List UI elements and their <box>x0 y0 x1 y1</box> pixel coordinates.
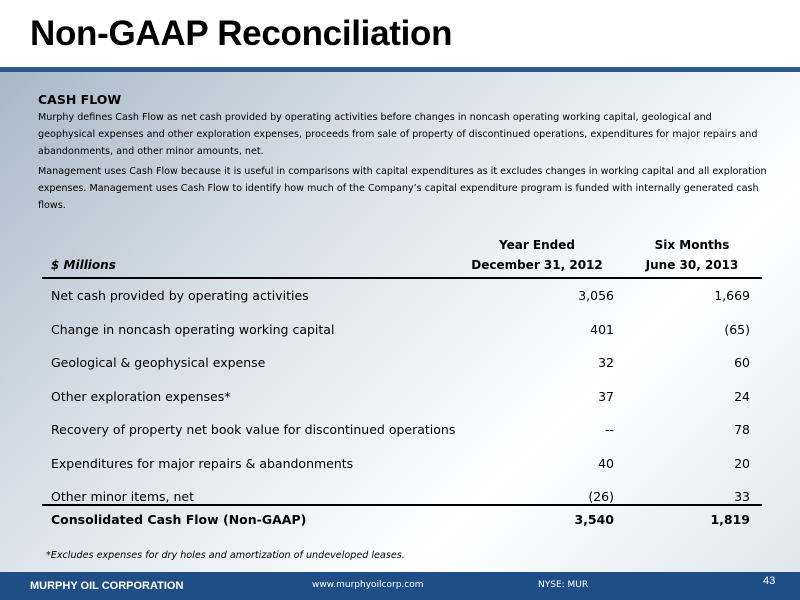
table-row <box>42 381 762 415</box>
units-label: $ Millions <box>51 258 116 272</box>
section-heading: CASH FLOW <box>38 92 122 107</box>
col1-header-line2: December 31, 2012 <box>471 258 603 272</box>
row-value-2012: 40 <box>598 455 614 471</box>
row-value-2013: 24 <box>734 388 750 404</box>
table-row <box>42 280 762 314</box>
row-label: Net cash provided by operating activities <box>51 288 309 303</box>
title-bar <box>0 0 800 68</box>
total-label: Consolidated Cash Flow (Non-GAAP) <box>51 512 307 527</box>
table-header-rule <box>42 277 762 279</box>
row-label: Expenditures for major repairs & abandonments <box>51 455 354 471</box>
col1-header-line1: Year Ended <box>499 238 575 252</box>
col2-header-line2: June 30, 2013 <box>645 258 739 272</box>
row-value-2013: (65) <box>724 321 750 337</box>
row-value-2013: 1,669 <box>714 288 750 303</box>
row-label: Change in noncash operating working capital <box>51 321 335 337</box>
table-row <box>42 314 762 348</box>
page-number: 43 <box>763 575 776 587</box>
row-value-2012: 401 <box>590 321 614 337</box>
row-value-2012: 3,056 <box>578 288 614 303</box>
usage-paragraph: Management uses Cash Flow because it is useful in comparisons with capital expenditures as it excludes changes in working capital and all exploration expenses. Management uses Cash Flow to identify how much of the Company’s capital expenditure program is funded with internally generated cash flows. <box>38 166 767 211</box>
row-label: Geological & geophysical expense <box>51 355 266 370</box>
row-label: Other minor items, net <box>51 489 195 504</box>
row-value-2013: 60 <box>734 355 750 370</box>
total-value-2013: 1,819 <box>710 512 750 527</box>
table-header-line1 <box>42 238 762 256</box>
page-title: Non-GAAP Reconciliation <box>30 14 453 53</box>
row-label: Recovery of property net book value for discontinued operations <box>51 422 456 437</box>
col2-header-line1: Six Months <box>654 238 730 252</box>
table-row <box>42 414 762 448</box>
total-value-2012: 3,540 <box>574 512 614 527</box>
row-value-2013: 78 <box>734 422 750 437</box>
slide-content <box>0 72 800 572</box>
row-value-2012: 32 <box>598 355 614 370</box>
definition-paragraph: Murphy defines Cash Flow as net cash provided by operating activities before changes in noncash operating working capital, geological and geophysical expenses and other exploration expenses, proceeds from sale of property of discontinued operations, expenditures for major repairs and abandonments, and other minor amounts, net. <box>38 112 758 157</box>
footer-website-link[interactable]: www.murphyoilcorp.com <box>312 580 424 590</box>
table-row <box>42 448 762 482</box>
row-value-2013: 20 <box>734 455 750 471</box>
row-value-2012: 37 <box>598 388 614 404</box>
table-body <box>42 280 762 515</box>
row-value-2012: (26) <box>588 489 614 504</box>
footer-ticker: NYSE: MUR <box>538 580 589 590</box>
row-value-2013: 33 <box>734 489 750 504</box>
footer-bar <box>0 572 800 600</box>
table-total-row <box>42 506 762 534</box>
row-value-2012: -- <box>604 422 614 437</box>
footnote: *Excludes expenses for dry holes and amortization of undeveloped leases. <box>46 550 405 561</box>
footer-company-name: MURPHY OIL CORPORATION <box>30 580 184 592</box>
row-label: Other exploration expenses* <box>51 388 231 404</box>
table-row <box>42 347 762 381</box>
table-header-line2 <box>42 258 762 276</box>
